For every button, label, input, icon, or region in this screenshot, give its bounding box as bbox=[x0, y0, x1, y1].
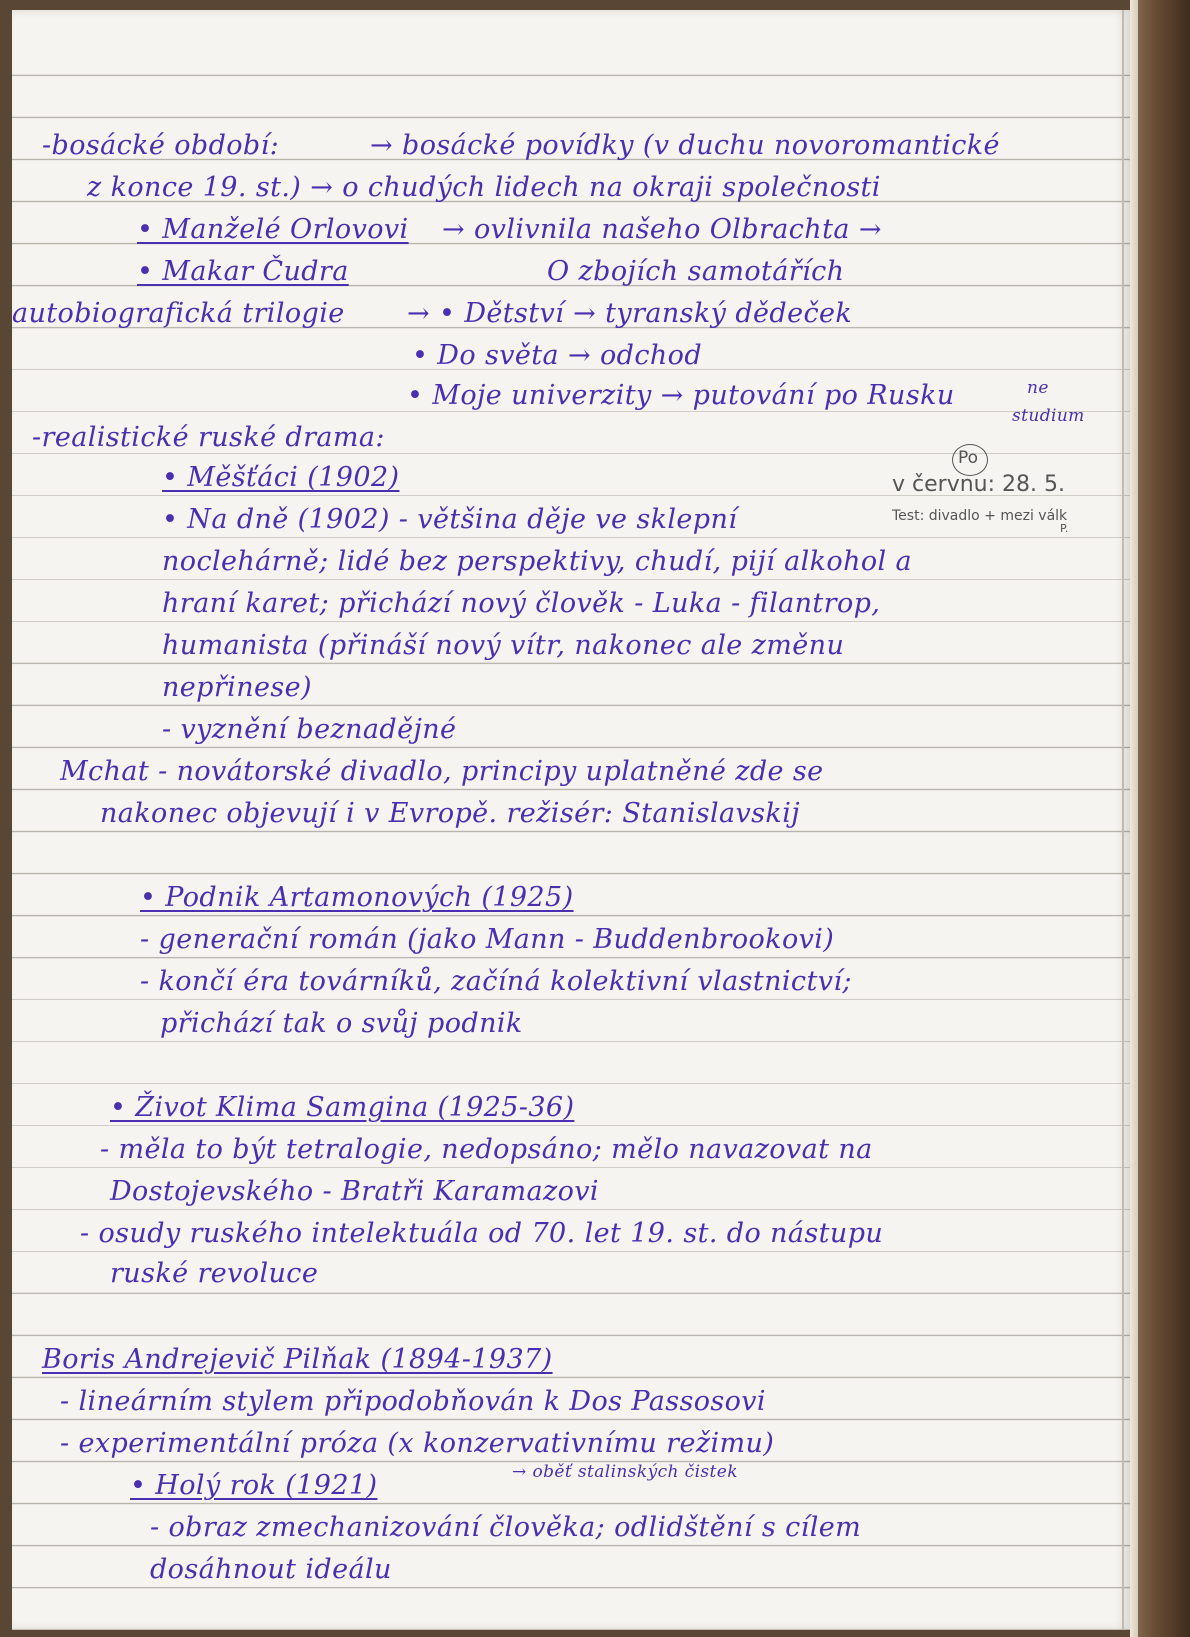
pencil-note: Test: divadlo + mezi válk bbox=[892, 508, 1068, 524]
note-line: noclehárně; lidé bez perspektivy, chudí, pijí alkohol a bbox=[162, 546, 913, 577]
note-line: O zbojích samotářích bbox=[547, 256, 845, 287]
note-line: humanista (přináší nový vítr, nakonec ale změnu bbox=[162, 630, 845, 661]
note-line: - osudy ruského intelektuála od 70. let 19. st. do nástupu bbox=[80, 1218, 884, 1249]
note-line: - končí éra továrníků, začíná kolektivní vlastnictví; bbox=[140, 966, 852, 997]
note-line: • Měšťáci (1902) bbox=[162, 462, 400, 493]
note-line: - obraz zmechanizování člověka; odlidštění s cílem bbox=[150, 1512, 862, 1543]
note-line: -bosácké období: bbox=[42, 130, 280, 161]
note-line: dosáhnout ideálu bbox=[150, 1554, 392, 1585]
note-line: Mchat - novátorské divadlo, principy uplatněné zde se bbox=[60, 756, 824, 787]
note-line: - generační román (jako Mann - Buddenbrookovi) bbox=[140, 924, 835, 955]
note-line: ruské revoluce bbox=[110, 1258, 319, 1289]
note-annotation: studium bbox=[1012, 406, 1085, 426]
note-line: - experimentální próza (x konzervativnímu režimu) bbox=[60, 1428, 775, 1459]
note-line: nepřinese) bbox=[162, 672, 312, 703]
note-line: z konce 19. st.) → o chudých lidech na okraji společnosti bbox=[87, 172, 881, 203]
note-line: nakonec objevují i v Evropě. režisér: Stanislavskij bbox=[100, 798, 801, 829]
note-line: • Moje univerzity → putování po Rusku bbox=[407, 380, 955, 411]
note-line: → ovlivnila našeho Olbrachta → bbox=[442, 214, 882, 245]
notebook-page bbox=[12, 10, 1130, 1630]
pencil-note: P. bbox=[1060, 522, 1069, 535]
note-line: → • Dětství → tyranský dědeček bbox=[407, 298, 853, 329]
note-annotation: ne bbox=[1027, 378, 1049, 398]
note-line: • Na dně (1902) - většina děje ve sklepní bbox=[162, 504, 738, 535]
note-heading: Boris Andrejevič Pilňak (1894-1937) bbox=[42, 1344, 553, 1375]
pencil-note: v červnu: 28. 5. bbox=[892, 472, 1065, 497]
note-line: - lineárním stylem připodobňován k Dos Passosovi bbox=[60, 1386, 766, 1417]
notebook-edge bbox=[1130, 0, 1190, 1637]
note-line: Dostojevského - Bratři Karamazovi bbox=[110, 1176, 599, 1207]
note-line: přichází tak o svůj podnik bbox=[160, 1008, 523, 1039]
note-line: - vyznění beznadějné bbox=[162, 714, 457, 745]
note-annotation: → oběť stalinských čistek bbox=[512, 1462, 738, 1482]
page-margin-line bbox=[1122, 10, 1124, 1630]
note-line: • Život Klima Samgina (1925-36) bbox=[110, 1092, 575, 1123]
pencil-note: Po bbox=[958, 448, 979, 468]
note-line: • Podnik Artamonových (1925) bbox=[140, 882, 574, 913]
note-line: -realistické ruské drama: bbox=[32, 422, 385, 453]
note-line: • Manželé Orlovovi bbox=[137, 214, 409, 245]
note-line: • Holý rok (1921) bbox=[130, 1470, 378, 1501]
note-line: autobiografická trilogie bbox=[12, 298, 345, 329]
note-line: → bosácké povídky (v duchu novoromantické bbox=[370, 130, 1000, 161]
note-line: hraní karet; přichází nový člověk - Luka - filantrop, bbox=[162, 588, 881, 619]
note-line: - měla to být tetralogie, nedopsáno; mělo navazovat na bbox=[100, 1134, 873, 1165]
note-line: • Makar Čudra bbox=[137, 256, 349, 287]
note-line: • Do světa → odchod bbox=[412, 340, 703, 371]
